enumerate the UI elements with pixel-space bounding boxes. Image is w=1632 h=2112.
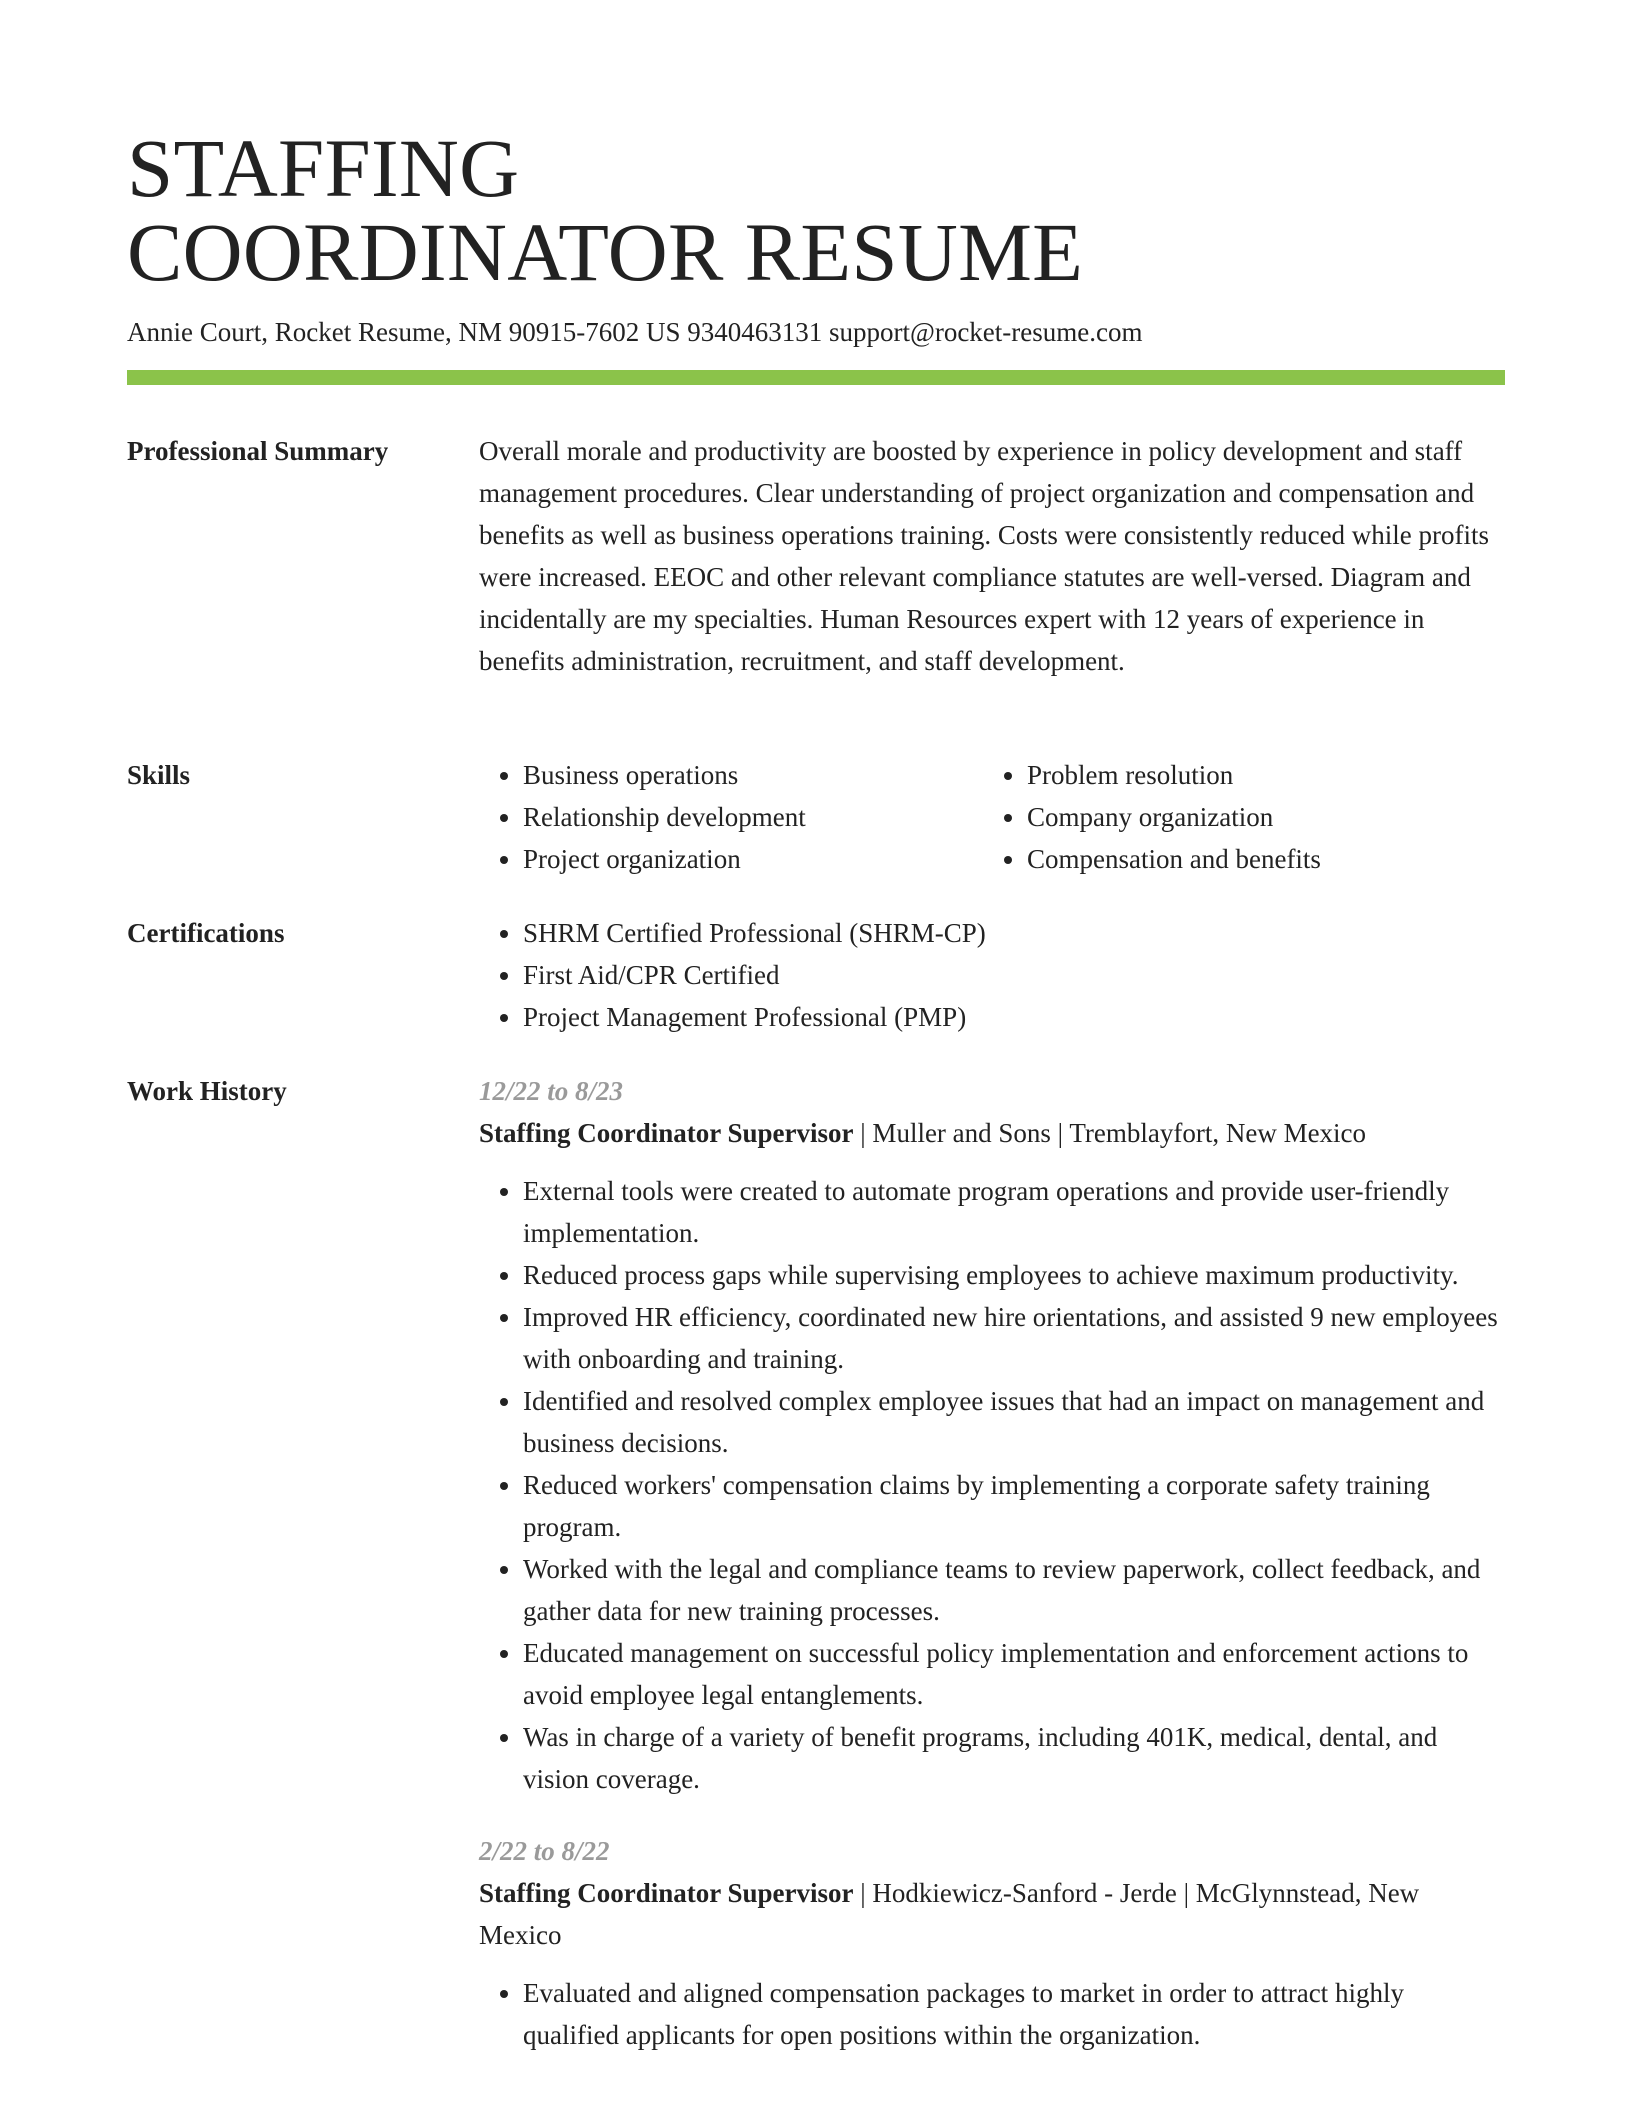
job-details: | Muller and Sons | Tremblayfort, New Mexico [853, 1118, 1367, 1148]
job-heading [479, 1872, 1505, 1956]
title-line-1: STAFFING [127, 122, 520, 214]
skill-item: • Relationship development [523, 796, 983, 838]
job-bullet: • Identified and resolved complex employee issues that had an impact on management and business decisions. [523, 1380, 1505, 1464]
job-title: Staffing Coordinator Supervisor [479, 1118, 854, 1148]
job-bullet: • Improved HR efficiency, coordinated new hire orientations, and assisted 9 new employees with onboarding and training. [523, 1296, 1505, 1380]
certifications-list [479, 912, 1505, 1038]
skill-item: • Problem resolution [1027, 754, 1497, 796]
skills-column-2 [983, 754, 1497, 880]
summary-label: Professional Summary [127, 436, 389, 466]
certifications-label: Certifications [127, 918, 285, 948]
job-dates: 2/22 to 8/22 [479, 1836, 610, 1866]
certification-item: • Project Management Professional (PMP) [523, 996, 1505, 1038]
job-title: Staffing Coordinator Supervisor [479, 1878, 854, 1908]
title-line-2: COORDINATOR RESUME [127, 206, 1084, 298]
accent-divider [127, 370, 1505, 385]
certification-item: • First Aid/CPR Certified [523, 954, 1505, 996]
job-heading [479, 1112, 1505, 1154]
skills-label: Skills [127, 760, 191, 790]
job-bullet: • Educated management on successful policy implementation and enforcement actions to avoid employee legal entanglements. [523, 1632, 1505, 1716]
work-history-content [479, 1070, 1505, 2056]
job-bullet: • Evaluated and aligned compensation packages to market in order to attract highly qualified applicants for open positions within the organization. [523, 1972, 1505, 2056]
skills-content [479, 754, 1505, 880]
skill-item: • Business operations [523, 754, 983, 796]
job-bullet: • Reduced workers' compensation claims by implementing a corporate safety training program. [523, 1464, 1505, 1548]
skills-column-1 [479, 754, 983, 880]
job-bullets [479, 1170, 1505, 1800]
skill-item: • Project organization [523, 838, 983, 880]
job-bullet: • Was in charge of a variety of benefit programs, including 401K, medical, dental, and vision coverage. [523, 1716, 1505, 1800]
resume-title [127, 122, 1507, 298]
job-bullet: • External tools were created to automate program operations and provide user-friendly implementation. [523, 1170, 1505, 1254]
certification-item: • SHRM Certified Professional (SHRM-CP) [523, 912, 1505, 954]
work-history-label: Work History [127, 1076, 287, 1106]
skill-item: • Compensation and benefits [1027, 838, 1497, 880]
job-bullet: • Reduced process gaps while supervising employees to achieve maximum productivity. [523, 1254, 1505, 1296]
job-bullets [479, 1972, 1505, 2056]
job-entry [479, 1070, 1505, 1800]
job-bullet: • Worked with the legal and compliance teams to review paperwork, collect feedback, and gather data for new training processes. [523, 1548, 1505, 1632]
certifications-content [479, 912, 1505, 1038]
skill-item: • Company organization [1027, 796, 1497, 838]
contact-line: Annie Court, Rocket Resume, NM 90915-7602 US 9340463131 support@rocket-resume.com [127, 317, 1143, 347]
job-details: | Hodkiewicz-Sanford - Jerde | McGlynnstead, New Mexico [479, 1878, 1420, 1950]
job-entry [479, 1830, 1505, 2056]
summary-content [479, 430, 1505, 682]
summary-text: Overall morale and productivity are boosted by experience in policy development and staff management procedures. Clear understanding of project organization and compensation and benefits as well as business operations training. Costs were consistently reduced while profits were increased. EEOC and other relevant compliance statutes are well-versed. Diagram and incidentally are my specialties. Human Resources expert with 12 years of experience in benefits administration, recruitment, and staff development. [479, 436, 1490, 676]
job-dates: 12/22 to 8/23 [479, 1076, 624, 1106]
